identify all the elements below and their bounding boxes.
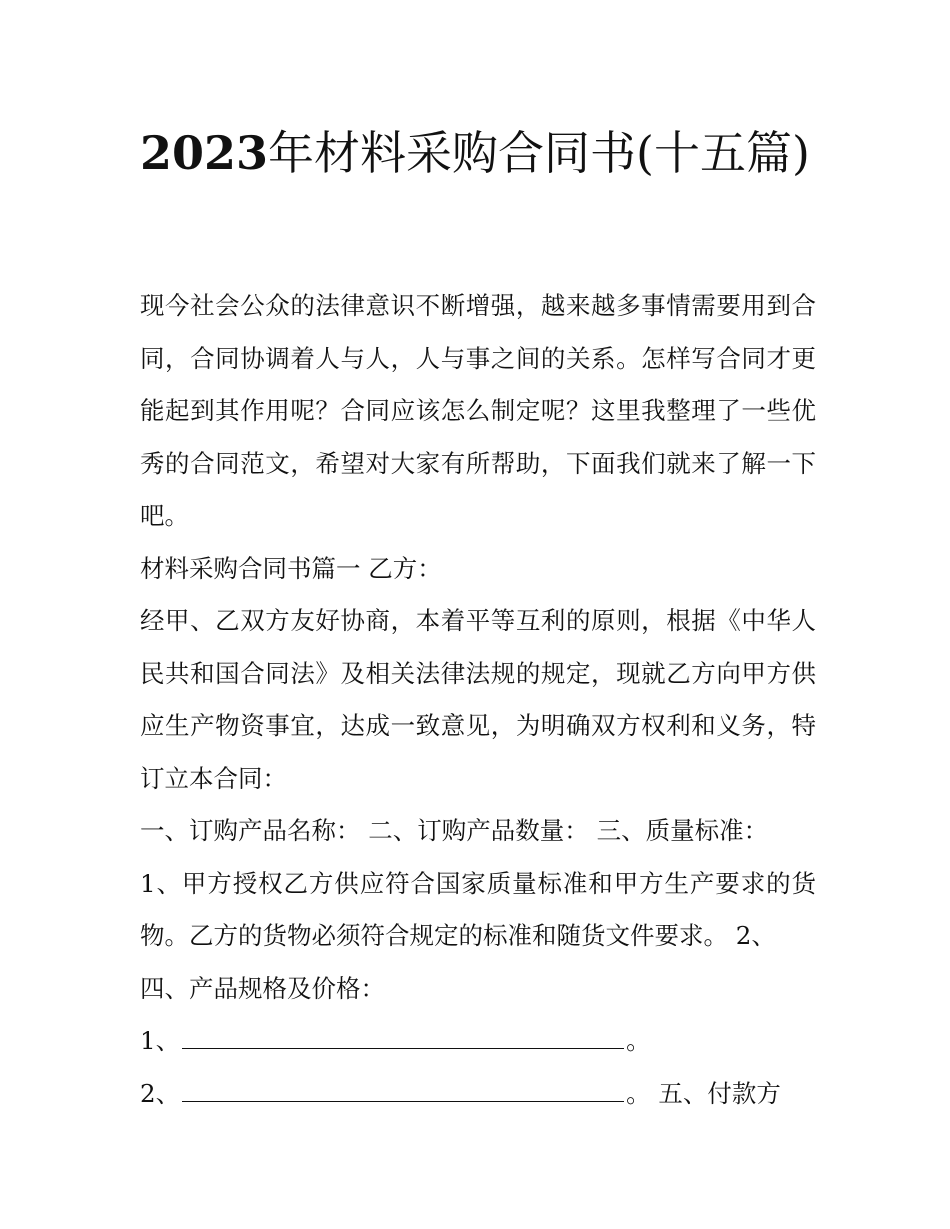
- spec-item-1-end: 。: [626, 1026, 651, 1055]
- spec-item-1-number: 1、: [140, 1026, 181, 1055]
- document-title: [140, 112, 820, 194]
- spec-item-2: [140, 1068, 816, 1121]
- title-year: 2023: [140, 126, 269, 180]
- title-text: 年材料采购合同书(十五篇): [268, 126, 810, 180]
- spec-item-2-end: 。 五、付款方: [626, 1078, 781, 1108]
- spec-item-1: [140, 1015, 816, 1068]
- agreement-paragraph: 经甲、乙双方友好协商，本着平等互利的原则，根据《中华人民共和国合同法》及相关法律法规的规定，现就乙方向甲方供应生产物资事宜，达成一致意见，为明确双方权利和义务，特订立本合同：: [140, 606, 816, 793]
- quality-item: 1、甲方授权乙方供应符合国家质量标准和甲方生产要求的货物。乙方的货物必须符合规定的标准和随货文件要求。 2、: [140, 868, 816, 950]
- document-body: [140, 280, 816, 1120]
- clauses-line: 一、订购产品名称： 二、订购产品数量： 三、质量标准：: [140, 816, 769, 845]
- intro-paragraph: 现今社会公众的法律意识不断增强，越来越多事情需要用到合同，合同协调着人与人，人与事之间的关系。怎样写合同才更能起到其作用呢？合同应该怎么制定呢？这里我整理了一些优秀的合同范文，希望对大家有所帮助，下面我们就来了解一下吧。: [140, 291, 816, 530]
- spec-item-2-number: 2、: [140, 1078, 181, 1108]
- section-heading: 材料采购合同书篇一 乙方：: [140, 553, 442, 583]
- spec-heading: 四、产品规格及价格：: [140, 973, 385, 1003]
- fill-in-blank-line: [182, 1018, 624, 1049]
- fill-in-blank-line: [182, 1071, 624, 1102]
